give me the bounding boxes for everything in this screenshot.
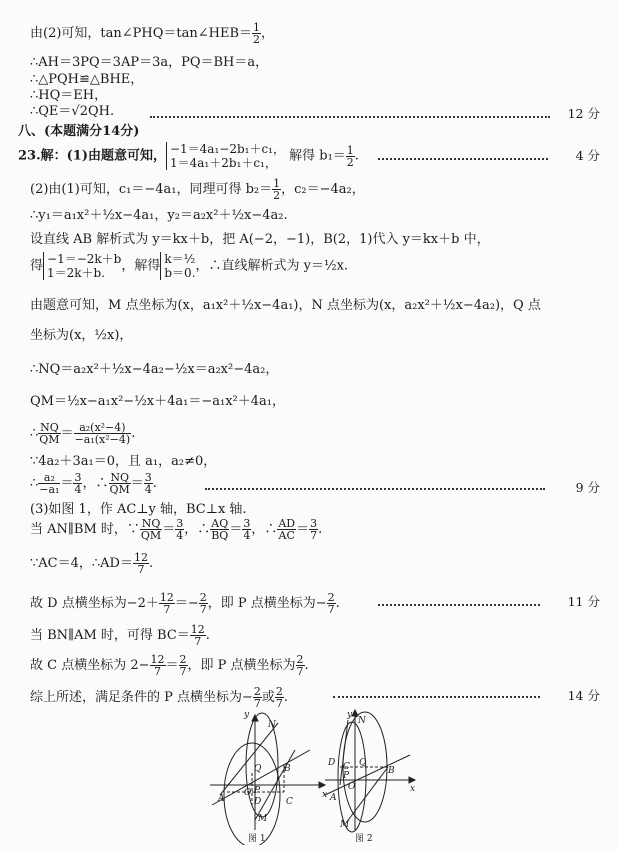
label-d: D [254,797,262,807]
fraction: $\frac{2}{7}$ [327,591,335,616]
score-leader [333,696,540,698]
label-x: x [322,790,328,800]
fraction: $\frac{2}{7}$ [199,591,207,616]
text-line: (2)由(1)可知，c₁＝−4a₁，同理可得 b₂＝ $\frac{1}{2}$ ，c₂＝−4a₂， [30,177,365,202]
fraction: $\frac{3}{4}$ [243,517,251,542]
x-axis-arrow [319,782,325,788]
fraction: $\frac{3}{4}$ [144,471,152,496]
fraction: $\frac{2}{7}$ [275,685,283,710]
text-line: ∴ $\frac{NQ}{QM}$ ＝ $\frac{\text{a₂(x²−4)}}{\text{−a₁(x²−4)}}$ . [30,421,136,446]
fraction: $\frac{\text{a₂}}{\text{−a₁}}$ [39,471,60,496]
score: 4 分 [575,148,600,163]
text-line: 当 BN∥AM 时，可得 BC＝ $\frac{12}{7}$ . [30,623,210,648]
fraction: $\frac{1}{2}$ [253,21,261,46]
score: 11 分 [567,594,600,609]
label-c: C [286,797,293,807]
text-line: 故 C 点横坐标为 2− $\frac{12}{7}$ ＝ $\frac{2}{7}$ ，即 P 点横坐标为 $\frac{2}{7}$ . [30,653,309,678]
text-line: 23.解：(1)由题意可知， −1＝4a₁−2b₁＋c₁， 1＝4a₁＋2b₁＋c₁， 解得 b₁＝ $\frac{1}{2}$ . [18,142,359,170]
label-c: C [343,762,350,772]
text-line: 得 −1＝−2k＋b 1＝2k＋b. ，解得 k＝½ b＝0. ，∴直线解析式为 y＝½x. [30,252,349,280]
score: 9 分 [575,480,600,495]
label-b: B [388,766,395,776]
score-leader [378,604,540,606]
fraction: $\frac{12}{7}$ [159,591,174,616]
label-n: N [358,716,366,726]
text-line: ∴AH＝3PQ＝3AP＝3a，PQ＝BH＝a， [30,55,269,70]
text-line: ∴NQ＝a₂x²＋½x−4a₂−½x＝a₂x²−4a₂， [30,362,279,377]
fraction: $\frac{NQ}{QM}$ [109,471,130,496]
label-a: A [218,794,225,804]
score-leader [205,488,545,490]
fraction: $\frac{3}{4}$ [176,517,184,542]
fraction: $\frac{2}{7}$ [253,685,261,710]
label-o: O [244,788,252,798]
text-line: ∴ $\frac{\text{a₂}}{\text{−a₁}}$ ＝ $\frac{3}{4}$ ，∴ $\frac{NQ}{QM}$ ＝ $\frac{3}{4}$ . [30,471,157,496]
label-p: P [254,786,261,796]
fraction: $\frac{3}{4}$ [74,471,82,496]
label-y: y [347,710,353,720]
text-line: ∴y₁＝a₁x²＋½x−4a₁，y₂＝a₂x²＋½x−4a₂. [30,208,288,223]
text-line: ∴HQ＝EH， [30,88,108,103]
label-m: M [340,820,350,830]
text-line: 由题意可知，M 点坐标为(x，a₁x²＋½x−4a₁)，N 点坐标为(x，a₂x²＋½x−4a₂)，Q 点 [30,298,541,313]
label-x: x [410,784,416,794]
fraction: $\frac{AQ}{BQ}$ [211,517,229,542]
label-n: N [268,720,276,730]
equation-system: −1＝−2k＋b 1＝2k＋b. [43,252,121,280]
text-line: 由(2)可知，tan∠PHQ＝tan∠HEB＝ $\frac{1}{2}$ ， [30,21,275,46]
figure-1 [210,710,327,845]
label-d: D [328,758,336,768]
label-a: A [330,793,337,803]
text-line: ∴QE＝√2QH. [30,104,115,119]
label-b: B [284,764,291,774]
text-line: 设直线 AB 解析式为 y＝kx＋b，把 A(−2，−1)，B(2，1)代入 y＝kx＋b 中， [30,232,490,247]
equation-system: k＝½ b＝0. [160,252,195,280]
fraction: $\frac{1}{2}$ [346,143,354,169]
figure-2 [325,710,415,844]
fraction: $\frac{NQ}{QM}$ [140,517,162,542]
text-line: 坐标为(x，½x)， [30,328,133,343]
fraction: $\frac{12}{7}$ [190,623,205,648]
label-p: P [343,771,350,781]
text-line: 综上所述，满足条件的 P 点横坐标为− $\frac{2}{7}$ 或 $\frac{2}{7}$ . [30,685,289,710]
fraction: $\frac{AD}{AC}$ [278,517,296,542]
fraction: $\frac{\text{a₂(x²−4)}}{\text{−a₁(x²−4)}}$ [74,421,131,446]
section-heading: 八、(本题满分14分) [18,124,140,139]
score-leader [150,116,550,118]
text-line: ∵AC＝4，∴AD＝ $\frac{12}{7}$ . [30,551,154,576]
equation-system: −1＝4a₁−2b₁＋c₁， 1＝4a₁＋2b₁＋c₁， [166,142,285,170]
fraction: $\frac{3}{7}$ [310,517,318,542]
caption-fig1: 图 1 [248,834,266,844]
label-y: y [244,710,250,720]
score: 12 分 [567,106,600,121]
text-line: ∴△PQH≌△BHE， [30,72,144,87]
text-line: (3)如图 1，作 AC⊥y 轴，BC⊥x 轴. [30,502,247,517]
x-axis-arrow [409,777,415,783]
score: 14 分 [567,688,600,703]
score-leader [378,158,548,160]
figures [200,705,440,845]
fraction: $\frac{12}{7}$ [150,653,165,678]
text-line: QM＝½x−a₁x²−½x＋4a₁＝−a₁x²＋4a₁， [30,394,285,409]
text-line: 当 AN∥BM 时，∵ $\frac{NQ}{QM}$ ＝ $\frac{3}{4}$ ，∴ $\frac{AQ}{BQ}$ ＝ $\frac{3}{4}$ ，∴ $\frac{AD}{AC}$ ＝ $\frac{3}{7}$ . [30,517,323,542]
fraction: $\frac{12}{7}$ [133,551,148,576]
label-o: O [348,782,356,792]
caption-fig2: 图 2 [355,834,373,844]
label-m: M [258,814,268,824]
label-q: Q [359,758,367,768]
text-line: 故 D 点横坐标为−2＋ $\frac{12}{7}$ ＝− $\frac{2}{7}$ ，即 P 点横坐标为− $\frac{2}{7}$ . [30,591,340,616]
label-q: Q [254,764,262,774]
fraction: $\frac{NQ}{QM}$ [39,421,60,446]
fraction: $\frac{2}{7}$ [179,653,187,678]
fraction: $\frac{2}{7}$ [296,653,304,678]
fraction: $\frac{1}{2}$ [273,177,281,202]
text-line: ∵4a₂＋3a₁＝0，且 a₁，a₂≠0， [30,454,217,469]
